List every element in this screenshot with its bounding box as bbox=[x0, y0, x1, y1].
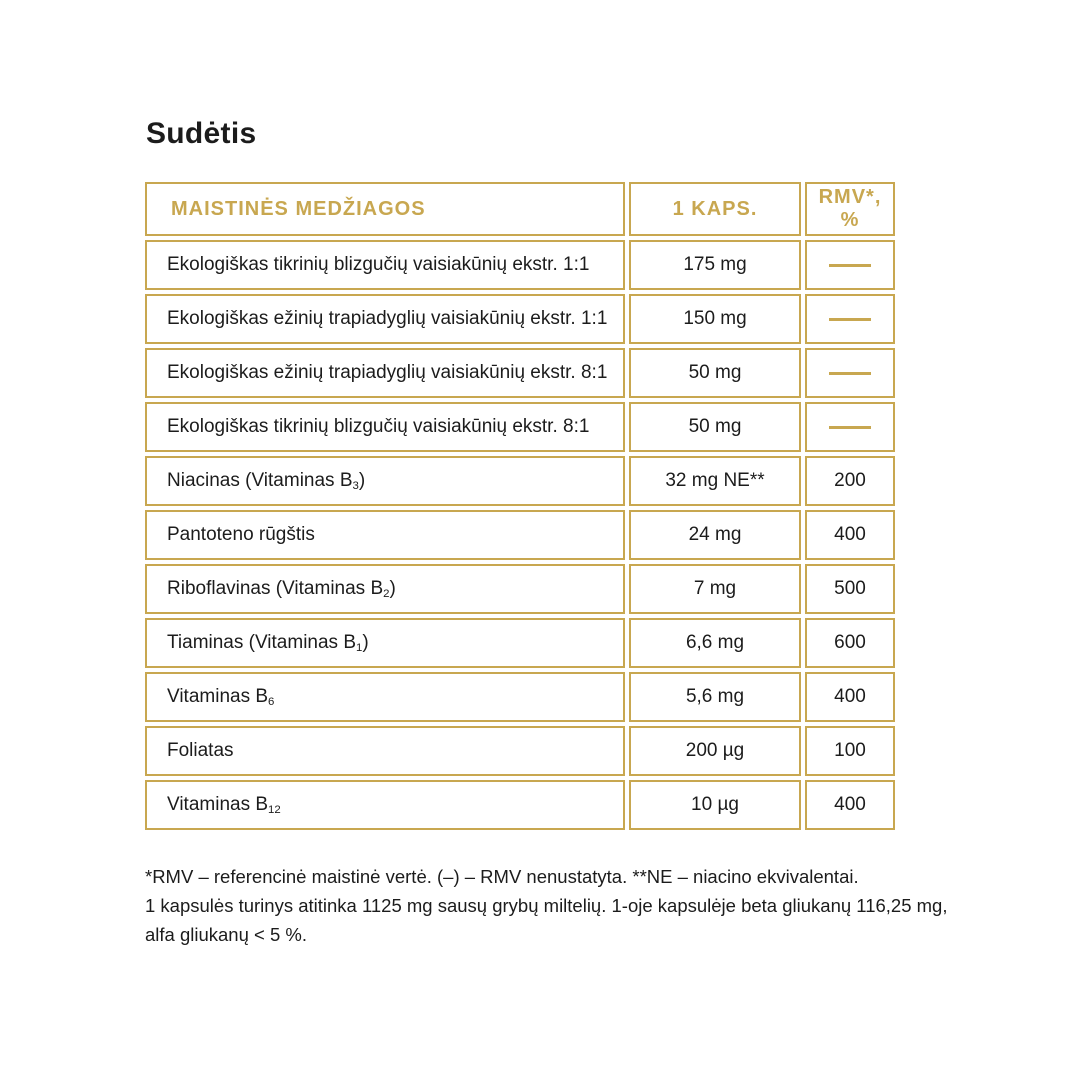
rmv-not-set-dash bbox=[829, 372, 871, 375]
amount-value: 175 mg bbox=[683, 254, 747, 275]
column-header-per-capsule-label: 1 KAPS. bbox=[672, 197, 758, 220]
column-header-nutrients bbox=[145, 182, 625, 236]
amount-value: 32 mg NE** bbox=[665, 470, 765, 491]
amount-value: 6,6 mg bbox=[685, 632, 745, 653]
composition-table bbox=[145, 182, 895, 830]
amount-cell bbox=[629, 402, 801, 452]
rmv-value: 400 bbox=[834, 686, 866, 707]
rmv-cell bbox=[805, 456, 895, 506]
footnote-line-2: 1 kapsulės turinys atitinka 1125 mg sausų grybų miltelių. 1-oje kapsulėje beta gliukanų 116,25 mg, bbox=[145, 895, 948, 916]
rmv-cell bbox=[805, 402, 895, 452]
amount-cell bbox=[629, 348, 801, 398]
column-header-per-capsule bbox=[629, 182, 801, 236]
rmv-cell bbox=[805, 564, 895, 614]
ingredient-cell bbox=[145, 726, 625, 776]
rmv-not-set-dash bbox=[829, 426, 871, 429]
rmv-cell bbox=[805, 240, 895, 290]
amount-value: 50 mg bbox=[688, 362, 742, 383]
ingredient-name: Ekologiškas ežinių trapiadyglių vaisiakūnių ekstr. 1:1 bbox=[167, 308, 608, 329]
rmv-cell bbox=[805, 348, 895, 398]
amount-value: 7 mg bbox=[693, 578, 737, 599]
ingredient-name: Pantoteno rūgštis bbox=[167, 524, 315, 545]
rmv-cell bbox=[805, 672, 895, 722]
ingredient-name: Vitaminas B12 bbox=[167, 794, 281, 817]
rmv-value: 500 bbox=[834, 578, 866, 599]
rmv-cell bbox=[805, 780, 895, 830]
ingredient-cell bbox=[145, 294, 625, 344]
subscript-text: 12 bbox=[268, 804, 281, 817]
amount-cell bbox=[629, 456, 801, 506]
rmv-value: 400 bbox=[834, 524, 866, 545]
ingredient-cell bbox=[145, 510, 625, 560]
amount-value: 24 mg bbox=[688, 524, 742, 545]
ingredient-cell bbox=[145, 780, 625, 830]
rmv-cell bbox=[805, 618, 895, 668]
subscript-text: 2 bbox=[383, 588, 390, 601]
amount-cell bbox=[629, 510, 801, 560]
amount-cell bbox=[629, 672, 801, 722]
footnote-line-1: *RMV – referencinė maistinė vertė. (–) – RMV nenustatyta. **NE – niacino ekvivalentai. bbox=[145, 866, 859, 887]
ingredient-name: Foliatas bbox=[167, 740, 234, 761]
rmv-value: 400 bbox=[834, 794, 866, 815]
amount-value: 200 µg bbox=[685, 740, 745, 761]
amount-cell bbox=[629, 726, 801, 776]
column-header-rmv-label: RMV*, % bbox=[818, 186, 882, 231]
ingredient-cell bbox=[145, 672, 625, 722]
amount-cell bbox=[629, 240, 801, 290]
ingredient-name: Ekologiškas ežinių trapiadyglių vaisiakūnių ekstr. 8:1 bbox=[167, 362, 608, 383]
amount-value: 150 mg bbox=[683, 308, 747, 329]
amount-cell bbox=[629, 780, 801, 830]
rmv-value: 600 bbox=[834, 632, 866, 653]
column-header-rmv bbox=[805, 182, 895, 236]
ingredient-name: Riboflavinas (Vitaminas B2) bbox=[167, 578, 396, 601]
ingredient-cell bbox=[145, 402, 625, 452]
amount-cell bbox=[629, 618, 801, 668]
subscript-text: 1 bbox=[356, 642, 363, 655]
ingredient-name: Ekologiškas tikrinių blizgučių vaisiakūnių ekstr. 8:1 bbox=[167, 416, 590, 437]
ingredient-name: Vitaminas B6 bbox=[167, 686, 275, 709]
footnote-line-3: alfa gliukanų < 5 %. bbox=[145, 924, 307, 945]
ingredient-cell bbox=[145, 564, 625, 614]
rmv-not-set-dash bbox=[829, 318, 871, 321]
subscript-text: 3 bbox=[352, 480, 359, 493]
amount-value: 10 µg bbox=[691, 794, 739, 815]
ingredient-name: Tiaminas (Vitaminas B1) bbox=[167, 632, 369, 655]
ingredient-name: Niacinas (Vitaminas B3) bbox=[167, 470, 366, 493]
ingredient-name: Ekologiškas tikrinių blizgučių vaisiakūnių ekstr. 1:1 bbox=[167, 254, 590, 275]
rmv-cell bbox=[805, 510, 895, 560]
amount-cell bbox=[629, 294, 801, 344]
rmv-value: 100 bbox=[834, 740, 866, 761]
rmv-value: 200 bbox=[834, 470, 866, 491]
amount-value: 5,6 mg bbox=[685, 686, 745, 707]
ingredient-cell bbox=[145, 348, 625, 398]
page-title: Sudėtis bbox=[146, 117, 257, 150]
ingredient-cell bbox=[145, 240, 625, 290]
subscript-text: 6 bbox=[268, 696, 275, 709]
rmv-cell bbox=[805, 726, 895, 776]
amount-cell bbox=[629, 564, 801, 614]
ingredient-cell bbox=[145, 618, 625, 668]
footnotes bbox=[145, 862, 975, 949]
rmv-not-set-dash bbox=[829, 264, 871, 267]
column-header-nutrients-label: MAISTINĖS MEDŽIAGOS bbox=[171, 197, 426, 220]
ingredient-cell bbox=[145, 456, 625, 506]
rmv-cell bbox=[805, 294, 895, 344]
amount-value: 50 mg bbox=[688, 416, 742, 437]
